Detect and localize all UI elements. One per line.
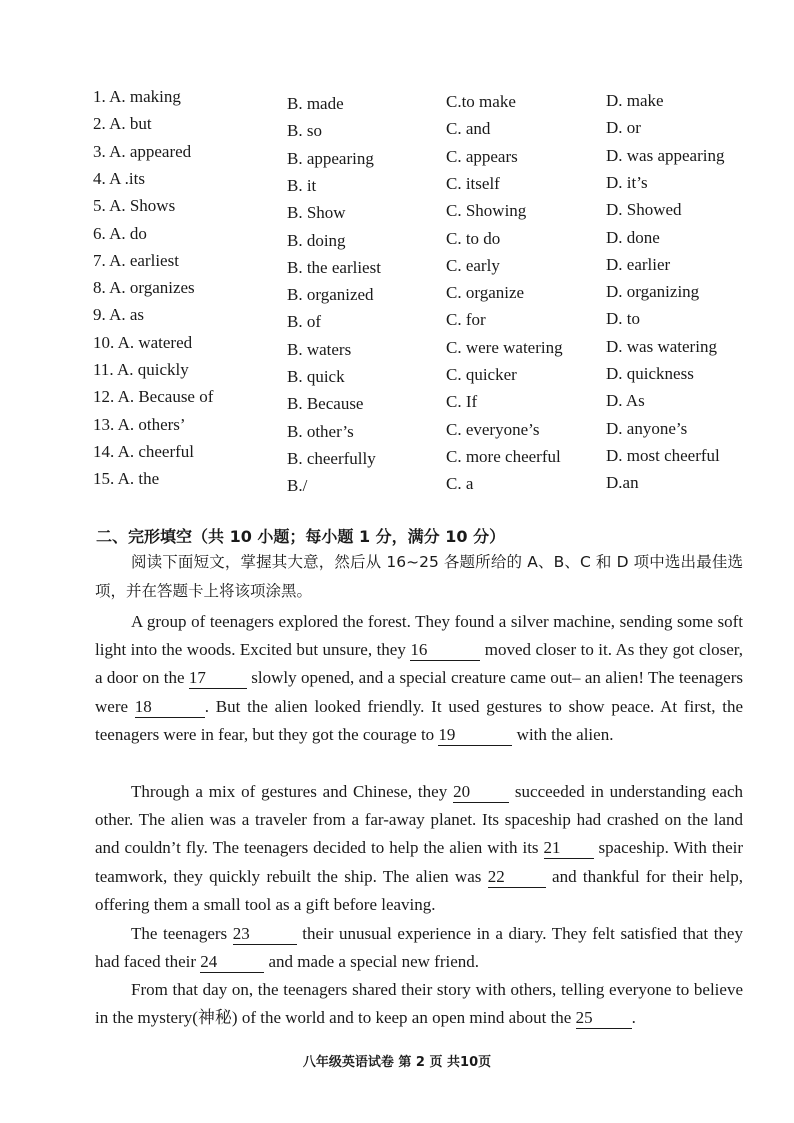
- option-text: A. making: [109, 87, 181, 106]
- question-number: 10.: [93, 332, 115, 352]
- option-text: A .its: [109, 168, 145, 188]
- question-number: 3.: [93, 141, 106, 161]
- option-5-c: C. Showing: [446, 201, 527, 221]
- option-14-a: [93, 442, 194, 462]
- passage-paragraph-4: [95, 976, 743, 1032]
- option-8-d: D. organizing: [606, 282, 700, 302]
- option-text: A. quickly: [116, 360, 189, 379]
- blank-23: 23: [233, 924, 297, 945]
- passage-text: .: [631, 1008, 636, 1028]
- passage-paragraph-3: [95, 920, 743, 976]
- blank-17: 17: [189, 668, 247, 689]
- option-7-a: [93, 251, 179, 271]
- passage-text: and made a special new friend.: [264, 952, 480, 972]
- option-text: A. watered: [117, 332, 193, 352]
- option-7-b: B. the earliest: [287, 257, 381, 277]
- passage-text: Through a mix of gestures and Chinese, they: [131, 782, 454, 801]
- blank-18: 18: [135, 697, 205, 718]
- option-14-c: C. more cheerful: [446, 446, 561, 466]
- option-2-c: C. and: [446, 119, 491, 139]
- option-3-d: D. was appearing: [606, 145, 725, 165]
- blank-20: 20: [453, 782, 509, 803]
- option-13-c: C. everyone’s: [446, 419, 540, 439]
- blank-19: 19: [438, 725, 512, 746]
- option-1-a: [93, 87, 181, 107]
- option-2-a: [93, 114, 152, 134]
- option-11-a: [93, 360, 189, 380]
- option-13-a: [93, 415, 186, 435]
- option-8-a: [93, 278, 195, 298]
- option-5-a: [93, 196, 175, 216]
- option-13-b: B. other’s: [287, 421, 354, 441]
- option-14-d: D. most cheerful: [606, 445, 720, 465]
- blank-21: 21: [544, 838, 594, 859]
- option-8-b: B. organized: [287, 285, 374, 305]
- option-15-d: D.an: [606, 473, 639, 493]
- option-text: A. organizes: [109, 278, 195, 298]
- option-5-d: D. Showed: [606, 200, 682, 220]
- option-8-c: C. organize: [446, 283, 525, 303]
- passage-text: spaceship. With their teamwork, they quickly rebuilt the ship. The alien was: [95, 838, 743, 886]
- page-footer: 八年级英语试卷 第 2 页 共10页: [302, 1055, 492, 1070]
- passage-text: slowly opened, and a special creature came out– an alien! The teenagers were: [95, 668, 743, 716]
- option-4-d: D. it’s: [606, 172, 648, 192]
- option-4-a: [93, 169, 145, 189]
- question-number: 1.: [93, 87, 106, 106]
- passage-text: moved closer to it. As they got closer, a door on the: [95, 640, 743, 688]
- blank-22: 22: [488, 867, 546, 888]
- option-text: A. but: [109, 114, 152, 134]
- option-6-b: B. doing: [287, 230, 346, 250]
- option-12-d: D. As: [606, 391, 645, 411]
- option-4-b: B. it: [287, 175, 317, 195]
- option-text: A. cheerful: [117, 441, 195, 461]
- option-15-c: C. a: [446, 474, 474, 494]
- option-3-b: B. appearing: [287, 148, 374, 168]
- blank-24: 24: [200, 952, 264, 973]
- passage-text: A group of teenagers explored the forest. They found a silver machine, sending some soft light into the woods. Excited but unsure, they: [95, 612, 743, 660]
- question-number: 11.: [93, 360, 114, 379]
- question-number: 13.: [93, 414, 115, 434]
- option-15-a: [93, 469, 159, 489]
- option-5-b: B. Show: [287, 203, 346, 223]
- option-11-d: D. quickness: [606, 364, 694, 383]
- option-9-c: C. for: [446, 310, 486, 330]
- option-text: A. appeared: [109, 141, 192, 161]
- passage-text: The teenagers: [131, 924, 233, 943]
- question-number: 2.: [93, 114, 106, 134]
- option-text: A. the: [117, 469, 160, 489]
- option-4-c: C. itself: [446, 173, 500, 193]
- question-number: 6.: [93, 223, 106, 243]
- passage-text: . But the alien looked friendly. It used gestures to show peace. At first, the teenagers were in fear, but they got the courage to: [95, 696, 743, 744]
- option-text: A. as: [109, 305, 145, 325]
- option-1-c: C.to make: [446, 92, 516, 111]
- option-6-a: [93, 224, 147, 244]
- option-11-c: C. quicker: [446, 365, 517, 384]
- option-10-b: B. waters: [287, 339, 352, 359]
- option-9-b: B. of: [287, 312, 321, 332]
- option-text: A. Because of: [117, 387, 214, 407]
- option-1-b: B. made: [287, 94, 344, 113]
- option-6-c: C. to do: [446, 228, 501, 248]
- option-2-d: D. or: [606, 118, 641, 138]
- option-3-c: C. appears: [446, 146, 518, 166]
- question-number: 8.: [93, 278, 106, 298]
- option-12-a: [93, 387, 213, 407]
- question-number: 5.: [93, 196, 106, 216]
- question-number: 14.: [93, 441, 115, 461]
- option-10-d: D. was watering: [606, 336, 717, 356]
- question-number: 7.: [93, 250, 106, 270]
- option-text: A. earliest: [109, 250, 179, 270]
- option-11-b: B. quick: [287, 367, 345, 386]
- option-15-b: B./: [287, 476, 308, 496]
- passage-paragraph-1: [95, 608, 743, 749]
- option-12-b: B. Because: [287, 394, 364, 414]
- option-9-a: [93, 305, 144, 325]
- question-number: 15.: [93, 469, 115, 489]
- question-number: 9.: [93, 305, 106, 325]
- passage-text: succeeded in understanding each other. The alien was a traveler from a far-away planet. Its spaceship had crashed on the land and couldn’t fly. The teenagers decided to help the alien with its: [95, 782, 743, 858]
- option-1-d: D. make: [606, 91, 664, 110]
- blank-25: 25: [576, 1008, 632, 1029]
- question-number: 4.: [93, 168, 106, 188]
- option-9-d: D. to: [606, 309, 640, 329]
- option-text: A. Shows: [109, 196, 176, 216]
- blank-16: 16: [410, 640, 480, 661]
- section-title: 二、完形填空（共 10 小题；每小题 1 分，满分 10 分）: [96, 527, 506, 546]
- option-6-d: D. done: [606, 227, 660, 247]
- option-2-b: B. so: [287, 121, 322, 141]
- option-text: A. do: [109, 223, 147, 243]
- option-text: A. others’: [117, 414, 186, 434]
- passage-text: From that day on, the teenagers shared their story with others, telling everyone to believe in the mystery(神秘) of the world and to keep an open mind about the: [95, 980, 743, 1028]
- option-12-c: C. If: [446, 392, 478, 412]
- question-number: 12.: [93, 387, 115, 407]
- passage-text: and thankful for their help, offering them a small tool as a gift before leaving.: [95, 866, 743, 914]
- option-10-c: C. were watering: [446, 337, 563, 357]
- option-14-b: B. cheerfully: [287, 448, 376, 468]
- passage-text: their unusual experience in a diary. They felt satisfied that they had faced their: [95, 924, 743, 972]
- option-10-a: [93, 333, 192, 353]
- option-7-d: D. earlier: [606, 254, 671, 274]
- option-3-a: [93, 142, 191, 162]
- passage-paragraph-2: [95, 778, 743, 919]
- passage-text: with the alien.: [512, 724, 614, 744]
- option-13-d: D. anyone’s: [606, 418, 688, 438]
- option-7-c: C. early: [446, 255, 500, 275]
- instruction-text: 阅读下面短文，掌握其大意，然后从 16~25 各题所给的 A、B、C 和 D 项中选出最佳选项，并在答题卡上将该项涂黑。: [95, 553, 743, 600]
